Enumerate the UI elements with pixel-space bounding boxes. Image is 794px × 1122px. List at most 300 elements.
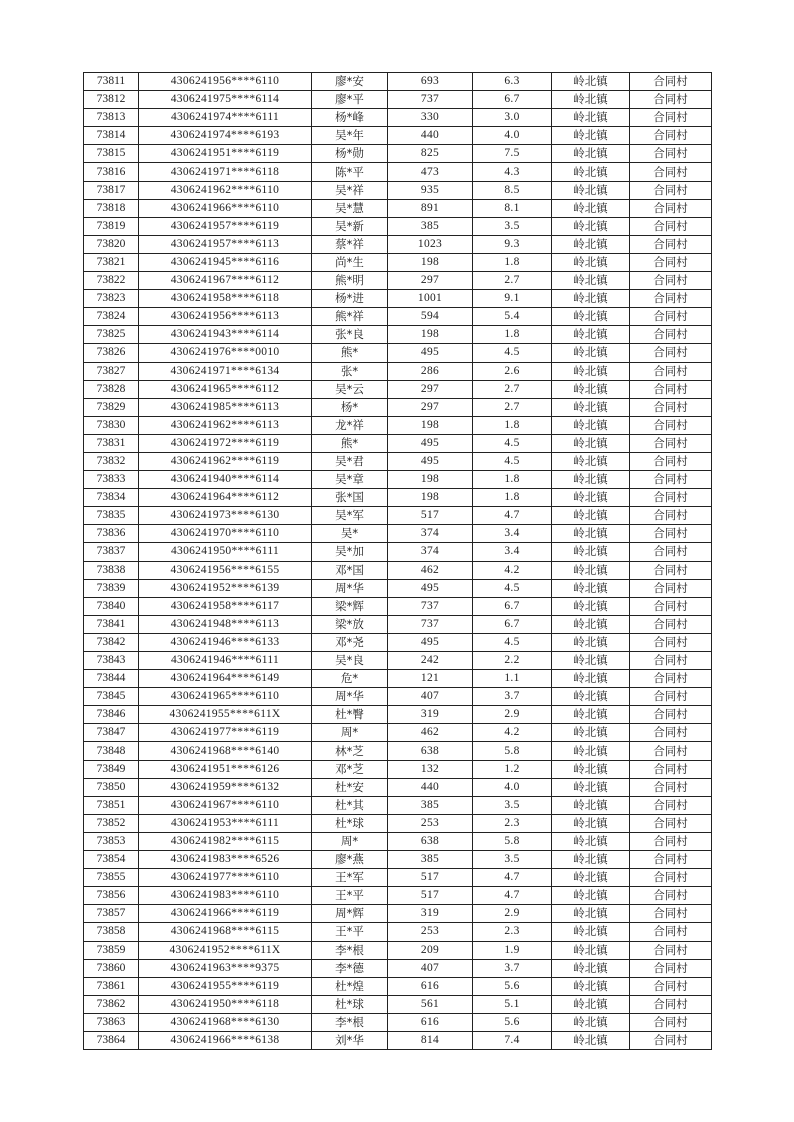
name-cell: 熊*明 bbox=[312, 272, 388, 290]
id-card-cell: 4306241940****6114 bbox=[139, 471, 312, 489]
area-cell: 4.5 bbox=[473, 633, 552, 651]
name-cell: 李*根 bbox=[312, 941, 388, 959]
village-cell: 合同村 bbox=[630, 217, 712, 235]
amount-cell: 198 bbox=[388, 471, 473, 489]
table-row bbox=[84, 181, 712, 199]
serial-number-cell: 73839 bbox=[84, 579, 139, 597]
amount-cell: 297 bbox=[388, 380, 473, 398]
serial-number-cell: 73828 bbox=[84, 380, 139, 398]
amount-cell: 462 bbox=[388, 724, 473, 742]
serial-number-cell: 73846 bbox=[84, 706, 139, 724]
amount-cell: 198 bbox=[388, 416, 473, 434]
town-cell: 岭北镇 bbox=[552, 362, 630, 380]
table-row bbox=[84, 1031, 712, 1049]
serial-number-cell: 73840 bbox=[84, 597, 139, 615]
table-row bbox=[84, 344, 712, 362]
table-row bbox=[84, 742, 712, 760]
village-cell: 合同村 bbox=[630, 688, 712, 706]
village-cell: 合同村 bbox=[630, 561, 712, 579]
name-cell: 吴*云 bbox=[312, 380, 388, 398]
town-cell: 岭北镇 bbox=[552, 652, 630, 670]
name-cell: 周*华 bbox=[312, 579, 388, 597]
amount-cell: 594 bbox=[388, 308, 473, 326]
id-card-cell: 4306241977****6119 bbox=[139, 724, 312, 742]
town-cell: 岭北镇 bbox=[552, 832, 630, 850]
area-cell: 1.8 bbox=[473, 326, 552, 344]
amount-cell: 935 bbox=[388, 181, 473, 199]
serial-number-cell: 73836 bbox=[84, 525, 139, 543]
serial-number-cell: 73847 bbox=[84, 724, 139, 742]
id-card-cell: 4306241974****6193 bbox=[139, 127, 312, 145]
town-cell: 岭北镇 bbox=[552, 778, 630, 796]
name-cell: 尚*生 bbox=[312, 253, 388, 271]
area-cell: 2.7 bbox=[473, 272, 552, 290]
village-cell: 合同村 bbox=[630, 633, 712, 651]
village-cell: 合同村 bbox=[630, 923, 712, 941]
area-cell: 5.8 bbox=[473, 832, 552, 850]
area-cell: 4.7 bbox=[473, 887, 552, 905]
town-cell: 岭北镇 bbox=[552, 633, 630, 651]
amount-cell: 638 bbox=[388, 832, 473, 850]
table-row bbox=[84, 398, 712, 416]
serial-number-cell: 73861 bbox=[84, 977, 139, 995]
id-card-cell: 4306241975****6114 bbox=[139, 91, 312, 109]
id-card-cell: 4306241972****6119 bbox=[139, 434, 312, 452]
id-card-cell: 4306241982****6115 bbox=[139, 832, 312, 850]
name-cell: 邓*国 bbox=[312, 561, 388, 579]
serial-number-cell: 73815 bbox=[84, 145, 139, 163]
id-card-cell: 4306241955****611X bbox=[139, 706, 312, 724]
town-cell: 岭北镇 bbox=[552, 73, 630, 91]
village-cell: 合同村 bbox=[630, 959, 712, 977]
id-card-cell: 4306241967****6110 bbox=[139, 796, 312, 814]
id-card-cell: 4306241966****6110 bbox=[139, 199, 312, 217]
table-row bbox=[84, 923, 712, 941]
village-cell: 合同村 bbox=[630, 1013, 712, 1031]
table-row bbox=[84, 362, 712, 380]
amount-cell: 693 bbox=[388, 73, 473, 91]
table-row bbox=[84, 434, 712, 452]
table-row bbox=[84, 561, 712, 579]
village-cell: 合同村 bbox=[630, 760, 712, 778]
area-cell: 5.6 bbox=[473, 977, 552, 995]
table-row bbox=[84, 290, 712, 308]
table-row bbox=[84, 814, 712, 832]
name-cell: 吴*军 bbox=[312, 507, 388, 525]
amount-cell: 286 bbox=[388, 362, 473, 380]
amount-cell: 495 bbox=[388, 344, 473, 362]
serial-number-cell: 73819 bbox=[84, 217, 139, 235]
serial-number-cell: 73837 bbox=[84, 543, 139, 561]
id-card-cell: 4306241967****6112 bbox=[139, 272, 312, 290]
name-cell: 吴*君 bbox=[312, 452, 388, 470]
area-cell: 7.4 bbox=[473, 1031, 552, 1049]
table-row bbox=[84, 109, 712, 127]
id-card-cell: 4306241951****6119 bbox=[139, 145, 312, 163]
amount-cell: 385 bbox=[388, 217, 473, 235]
area-cell: 3.7 bbox=[473, 688, 552, 706]
id-card-cell: 4306241966****6138 bbox=[139, 1031, 312, 1049]
amount-cell: 737 bbox=[388, 91, 473, 109]
area-cell: 5.6 bbox=[473, 1013, 552, 1031]
amount-cell: 198 bbox=[388, 253, 473, 271]
table-row bbox=[84, 706, 712, 724]
village-cell: 合同村 bbox=[630, 941, 712, 959]
id-card-cell: 4306241965****6110 bbox=[139, 688, 312, 706]
amount-cell: 825 bbox=[388, 145, 473, 163]
town-cell: 岭北镇 bbox=[552, 434, 630, 452]
id-card-cell: 4306241983****6526 bbox=[139, 851, 312, 869]
id-card-cell: 4306241950****6111 bbox=[139, 543, 312, 561]
village-cell: 合同村 bbox=[630, 796, 712, 814]
village-cell: 合同村 bbox=[630, 235, 712, 253]
id-card-cell: 4306241948****6113 bbox=[139, 615, 312, 633]
table-row bbox=[84, 760, 712, 778]
table-row bbox=[84, 977, 712, 995]
town-cell: 岭北镇 bbox=[552, 235, 630, 253]
town-cell: 岭北镇 bbox=[552, 398, 630, 416]
id-card-cell: 4306241945****6116 bbox=[139, 253, 312, 271]
amount-cell: 374 bbox=[388, 525, 473, 543]
name-cell: 熊*祥 bbox=[312, 308, 388, 326]
village-cell: 合同村 bbox=[630, 525, 712, 543]
town-cell: 岭北镇 bbox=[552, 597, 630, 615]
town-cell: 岭北镇 bbox=[552, 181, 630, 199]
amount-cell: 330 bbox=[388, 109, 473, 127]
serial-number-cell: 73849 bbox=[84, 760, 139, 778]
town-cell: 岭北镇 bbox=[552, 308, 630, 326]
area-cell: 3.4 bbox=[473, 525, 552, 543]
name-cell: 吴*年 bbox=[312, 127, 388, 145]
table-row bbox=[84, 941, 712, 959]
village-cell: 合同村 bbox=[630, 851, 712, 869]
serial-number-cell: 73832 bbox=[84, 452, 139, 470]
table-row bbox=[84, 869, 712, 887]
name-cell: 张*国 bbox=[312, 489, 388, 507]
town-cell: 岭北镇 bbox=[552, 489, 630, 507]
name-cell: 张*良 bbox=[312, 326, 388, 344]
village-cell: 合同村 bbox=[630, 73, 712, 91]
table-row bbox=[84, 308, 712, 326]
id-card-cell: 4306241966****6119 bbox=[139, 905, 312, 923]
area-cell: 2.7 bbox=[473, 398, 552, 416]
area-cell: 1.8 bbox=[473, 416, 552, 434]
serial-number-cell: 73825 bbox=[84, 326, 139, 344]
table-row bbox=[84, 471, 712, 489]
village-cell: 合同村 bbox=[630, 127, 712, 145]
town-cell: 岭北镇 bbox=[552, 941, 630, 959]
village-cell: 合同村 bbox=[630, 670, 712, 688]
table-row bbox=[84, 452, 712, 470]
area-cell: 3.7 bbox=[473, 959, 552, 977]
town-cell: 岭北镇 bbox=[552, 163, 630, 181]
id-card-cell: 4306241968****6140 bbox=[139, 742, 312, 760]
amount-cell: 561 bbox=[388, 995, 473, 1013]
area-cell: 1.9 bbox=[473, 941, 552, 959]
town-cell: 岭北镇 bbox=[552, 905, 630, 923]
town-cell: 岭北镇 bbox=[552, 91, 630, 109]
roster-body bbox=[84, 73, 712, 1050]
name-cell: 杜*其 bbox=[312, 796, 388, 814]
serial-number-cell: 73841 bbox=[84, 615, 139, 633]
serial-number-cell: 73835 bbox=[84, 507, 139, 525]
village-cell: 合同村 bbox=[630, 724, 712, 742]
area-cell: 2.9 bbox=[473, 905, 552, 923]
name-cell: 张* bbox=[312, 362, 388, 380]
name-cell: 廖*平 bbox=[312, 91, 388, 109]
table-row bbox=[84, 235, 712, 253]
amount-cell: 385 bbox=[388, 796, 473, 814]
town-cell: 岭北镇 bbox=[552, 199, 630, 217]
amount-cell: 495 bbox=[388, 452, 473, 470]
town-cell: 岭北镇 bbox=[552, 272, 630, 290]
town-cell: 岭北镇 bbox=[552, 344, 630, 362]
id-card-cell: 4306241983****6110 bbox=[139, 887, 312, 905]
id-card-cell: 4306241985****6113 bbox=[139, 398, 312, 416]
table-row bbox=[84, 633, 712, 651]
serial-number-cell: 73850 bbox=[84, 778, 139, 796]
village-cell: 合同村 bbox=[630, 887, 712, 905]
serial-number-cell: 73831 bbox=[84, 434, 139, 452]
name-cell: 杜*安 bbox=[312, 778, 388, 796]
area-cell: 4.3 bbox=[473, 163, 552, 181]
id-card-cell: 4306241971****6134 bbox=[139, 362, 312, 380]
town-cell: 岭北镇 bbox=[552, 109, 630, 127]
amount-cell: 737 bbox=[388, 615, 473, 633]
name-cell: 吴*祥 bbox=[312, 181, 388, 199]
serial-number-cell: 73812 bbox=[84, 91, 139, 109]
table-row bbox=[84, 489, 712, 507]
town-cell: 岭北镇 bbox=[552, 760, 630, 778]
amount-cell: 891 bbox=[388, 199, 473, 217]
area-cell: 4.0 bbox=[473, 127, 552, 145]
village-cell: 合同村 bbox=[630, 380, 712, 398]
table-row bbox=[84, 796, 712, 814]
serial-number-cell: 73816 bbox=[84, 163, 139, 181]
area-cell: 4.0 bbox=[473, 778, 552, 796]
area-cell: 1.2 bbox=[473, 760, 552, 778]
area-cell: 2.6 bbox=[473, 362, 552, 380]
area-cell: 9.3 bbox=[473, 235, 552, 253]
village-cell: 合同村 bbox=[630, 452, 712, 470]
table-row bbox=[84, 217, 712, 235]
id-card-cell: 4306241971****6118 bbox=[139, 163, 312, 181]
area-cell: 2.3 bbox=[473, 814, 552, 832]
village-cell: 合同村 bbox=[630, 995, 712, 1013]
table-row bbox=[84, 507, 712, 525]
name-cell: 吴*新 bbox=[312, 217, 388, 235]
id-card-cell: 4306241957****6119 bbox=[139, 217, 312, 235]
amount-cell: 385 bbox=[388, 851, 473, 869]
amount-cell: 121 bbox=[388, 670, 473, 688]
village-cell: 合同村 bbox=[630, 398, 712, 416]
name-cell: 杨*峰 bbox=[312, 109, 388, 127]
town-cell: 岭北镇 bbox=[552, 217, 630, 235]
id-card-cell: 4306241968****6115 bbox=[139, 923, 312, 941]
table-row bbox=[84, 959, 712, 977]
table-row bbox=[84, 199, 712, 217]
serial-number-cell: 73811 bbox=[84, 73, 139, 91]
table-row bbox=[84, 416, 712, 434]
village-cell: 合同村 bbox=[630, 778, 712, 796]
village-cell: 合同村 bbox=[630, 344, 712, 362]
area-cell: 6.3 bbox=[473, 73, 552, 91]
serial-number-cell: 73827 bbox=[84, 362, 139, 380]
amount-cell: 132 bbox=[388, 760, 473, 778]
id-card-cell: 4306241964****6112 bbox=[139, 489, 312, 507]
village-cell: 合同村 bbox=[630, 308, 712, 326]
id-card-cell: 4306241958****6117 bbox=[139, 597, 312, 615]
serial-number-cell: 73814 bbox=[84, 127, 139, 145]
id-card-cell: 4306241970****6110 bbox=[139, 525, 312, 543]
name-cell: 熊* bbox=[312, 434, 388, 452]
table-row bbox=[84, 670, 712, 688]
name-cell: 李*德 bbox=[312, 959, 388, 977]
serial-number-cell: 73820 bbox=[84, 235, 139, 253]
id-card-cell: 4306241968****6130 bbox=[139, 1013, 312, 1031]
name-cell: 王*军 bbox=[312, 869, 388, 887]
area-cell: 3.5 bbox=[473, 851, 552, 869]
table-row bbox=[84, 253, 712, 271]
area-cell: 4.5 bbox=[473, 344, 552, 362]
amount-cell: 473 bbox=[388, 163, 473, 181]
id-card-cell: 4306241958****6118 bbox=[139, 290, 312, 308]
area-cell: 3.0 bbox=[473, 109, 552, 127]
name-cell: 龙*祥 bbox=[312, 416, 388, 434]
serial-number-cell: 73823 bbox=[84, 290, 139, 308]
town-cell: 岭北镇 bbox=[552, 995, 630, 1013]
village-cell: 合同村 bbox=[630, 1031, 712, 1049]
village-cell: 合同村 bbox=[630, 507, 712, 525]
town-cell: 岭北镇 bbox=[552, 145, 630, 163]
area-cell: 3.4 bbox=[473, 543, 552, 561]
name-cell: 邓*尧 bbox=[312, 633, 388, 651]
serial-number-cell: 73857 bbox=[84, 905, 139, 923]
amount-cell: 616 bbox=[388, 977, 473, 995]
id-card-cell: 4306241973****6130 bbox=[139, 507, 312, 525]
village-cell: 合同村 bbox=[630, 290, 712, 308]
village-cell: 合同村 bbox=[630, 579, 712, 597]
area-cell: 2.3 bbox=[473, 923, 552, 941]
area-cell: 5.4 bbox=[473, 308, 552, 326]
id-card-cell: 4306241953****6111 bbox=[139, 814, 312, 832]
serial-number-cell: 73838 bbox=[84, 561, 139, 579]
table-row bbox=[84, 887, 712, 905]
village-cell: 合同村 bbox=[630, 597, 712, 615]
id-card-cell: 4306241965****6112 bbox=[139, 380, 312, 398]
amount-cell: 462 bbox=[388, 561, 473, 579]
town-cell: 岭北镇 bbox=[552, 326, 630, 344]
town-cell: 岭北镇 bbox=[552, 923, 630, 941]
area-cell: 1.8 bbox=[473, 471, 552, 489]
village-cell: 合同村 bbox=[630, 163, 712, 181]
village-cell: 合同村 bbox=[630, 362, 712, 380]
village-cell: 合同村 bbox=[630, 416, 712, 434]
town-cell: 岭北镇 bbox=[552, 742, 630, 760]
serial-number-cell: 73822 bbox=[84, 272, 139, 290]
town-cell: 岭北镇 bbox=[552, 869, 630, 887]
village-cell: 合同村 bbox=[630, 814, 712, 832]
area-cell: 8.1 bbox=[473, 199, 552, 217]
area-cell: 1.1 bbox=[473, 670, 552, 688]
id-card-cell: 4306241952****611X bbox=[139, 941, 312, 959]
serial-number-cell: 73818 bbox=[84, 199, 139, 217]
serial-number-cell: 73834 bbox=[84, 489, 139, 507]
name-cell: 蔡*祥 bbox=[312, 235, 388, 253]
table-row bbox=[84, 995, 712, 1013]
name-cell: 吴*加 bbox=[312, 543, 388, 561]
serial-number-cell: 73843 bbox=[84, 652, 139, 670]
subsidy-roster-table bbox=[83, 72, 712, 1050]
serial-number-cell: 73830 bbox=[84, 416, 139, 434]
town-cell: 岭北镇 bbox=[552, 543, 630, 561]
id-card-cell: 4306241977****6110 bbox=[139, 869, 312, 887]
area-cell: 4.2 bbox=[473, 724, 552, 742]
town-cell: 岭北镇 bbox=[552, 887, 630, 905]
area-cell: 4.2 bbox=[473, 561, 552, 579]
table-row bbox=[84, 851, 712, 869]
amount-cell: 517 bbox=[388, 869, 473, 887]
serial-number-cell: 73845 bbox=[84, 688, 139, 706]
amount-cell: 407 bbox=[388, 688, 473, 706]
name-cell: 吴*章 bbox=[312, 471, 388, 489]
town-cell: 岭北镇 bbox=[552, 525, 630, 543]
town-cell: 岭北镇 bbox=[552, 1013, 630, 1031]
serial-number-cell: 73821 bbox=[84, 253, 139, 271]
area-cell: 5.8 bbox=[473, 742, 552, 760]
town-cell: 岭北镇 bbox=[552, 724, 630, 742]
village-cell: 合同村 bbox=[630, 109, 712, 127]
id-card-cell: 4306241962****6119 bbox=[139, 452, 312, 470]
serial-number-cell: 73864 bbox=[84, 1031, 139, 1049]
village-cell: 合同村 bbox=[630, 253, 712, 271]
town-cell: 岭北镇 bbox=[552, 851, 630, 869]
id-card-cell: 4306241959****6132 bbox=[139, 778, 312, 796]
serial-number-cell: 73854 bbox=[84, 851, 139, 869]
amount-cell: 319 bbox=[388, 706, 473, 724]
table-row bbox=[84, 615, 712, 633]
id-card-cell: 4306241962****6110 bbox=[139, 181, 312, 199]
amount-cell: 814 bbox=[388, 1031, 473, 1049]
amount-cell: 253 bbox=[388, 814, 473, 832]
town-cell: 岭北镇 bbox=[552, 959, 630, 977]
name-cell: 杨*进 bbox=[312, 290, 388, 308]
town-cell: 岭北镇 bbox=[552, 380, 630, 398]
name-cell: 廖*燕 bbox=[312, 851, 388, 869]
area-cell: 4.7 bbox=[473, 869, 552, 887]
id-card-cell: 4306241955****6119 bbox=[139, 977, 312, 995]
village-cell: 合同村 bbox=[630, 145, 712, 163]
serial-number-cell: 73833 bbox=[84, 471, 139, 489]
name-cell: 杜*臀 bbox=[312, 706, 388, 724]
name-cell: 王*平 bbox=[312, 887, 388, 905]
amount-cell: 495 bbox=[388, 633, 473, 651]
amount-cell: 297 bbox=[388, 272, 473, 290]
area-cell: 8.5 bbox=[473, 181, 552, 199]
table-row bbox=[84, 579, 712, 597]
amount-cell: 517 bbox=[388, 887, 473, 905]
id-card-cell: 4306241943****6114 bbox=[139, 326, 312, 344]
serial-number-cell: 73813 bbox=[84, 109, 139, 127]
amount-cell: 495 bbox=[388, 579, 473, 597]
id-card-cell: 4306241956****6155 bbox=[139, 561, 312, 579]
table-row bbox=[84, 1013, 712, 1031]
town-cell: 岭北镇 bbox=[552, 561, 630, 579]
serial-number-cell: 73855 bbox=[84, 869, 139, 887]
serial-number-cell: 73844 bbox=[84, 670, 139, 688]
table-row bbox=[84, 326, 712, 344]
village-cell: 合同村 bbox=[630, 434, 712, 452]
